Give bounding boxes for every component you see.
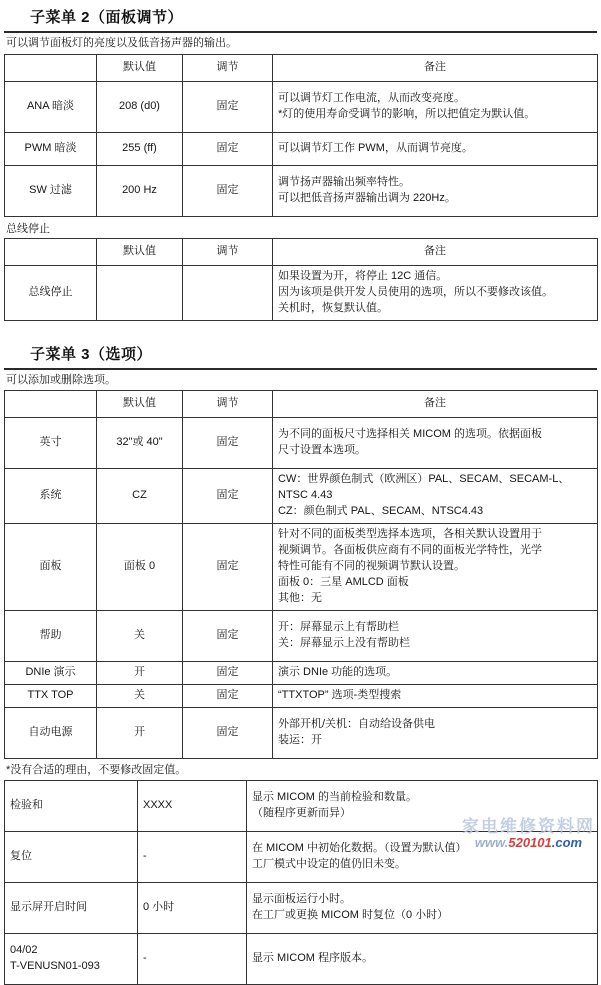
row-remark	[273, 610, 598, 661]
table-row	[5, 707, 598, 758]
section-2-rule	[4, 31, 597, 33]
row-remark	[273, 661, 598, 684]
row-default-value: 关	[97, 610, 183, 661]
remark-line: 在 MICOM 中初始化数据。（设置为默认值）	[252, 841, 467, 854]
row-adjust: 固定	[183, 469, 273, 524]
options-table	[4, 390, 598, 758]
table-row	[5, 933, 598, 984]
remark-line: 尺寸设置本选项。	[278, 444, 366, 457]
row-name: TTX TOP	[5, 684, 97, 707]
table-row	[5, 469, 598, 524]
row-name: ANA 暗淡	[5, 81, 97, 132]
row-name: 英寸	[5, 418, 97, 469]
remark-line: 关：屏幕显示上没有帮助栏	[278, 636, 410, 649]
remark-line: 视频调节。各面板供应商有不同的面板光学特性，光学	[278, 544, 542, 557]
row-default-value: 208 (d0)	[97, 81, 183, 132]
col-header-name	[5, 238, 97, 265]
row-default-value	[97, 265, 183, 320]
bus-stop-table	[4, 238, 598, 321]
row-name: 面板	[5, 524, 97, 611]
row-adjust: 固定	[183, 418, 273, 469]
row-remark	[273, 684, 598, 707]
table-row	[5, 684, 598, 707]
remark-line: 显示 MICOM 程序版本。	[252, 951, 373, 964]
remark-line: “TTXTOP” 选项-类型搜索	[278, 688, 402, 701]
table-row	[5, 265, 598, 320]
row-default-value: -	[138, 831, 247, 882]
section-2-heading: 子菜单 2（面板调节）	[30, 9, 184, 26]
row-remark	[247, 831, 598, 882]
row-adjust: 固定	[183, 684, 273, 707]
table-header-row	[5, 238, 598, 265]
row-remark	[273, 418, 598, 469]
remark-line: 显示 MICOM 的当前检验和数量。	[252, 790, 417, 803]
col-header-adjust: 调节	[183, 238, 273, 265]
table-header-row	[5, 391, 598, 418]
section-spacer	[4, 321, 597, 337]
row-name: 自动电源	[5, 707, 97, 758]
remark-line: 其他：无	[278, 591, 322, 604]
watermark-url-suffix: .com	[551, 835, 583, 850]
remark-line: 可以调节灯工作 PWM，从而调节亮度。	[278, 141, 473, 154]
col-header-default: 默认值	[97, 238, 183, 265]
table-row	[5, 882, 598, 933]
remark-line: 可以调节灯工作电流，从而改变亮度。	[278, 91, 465, 104]
col-header-name	[5, 391, 97, 418]
row-remark	[273, 524, 598, 611]
section-3-lead: 可以添加或删除选项。	[6, 373, 116, 386]
row-name: 帮助	[5, 610, 97, 661]
row-remark	[273, 132, 598, 165]
watermark-site-name: 家电维修资料网	[462, 817, 595, 836]
row-adjust: 固定	[183, 132, 273, 165]
table-row	[5, 418, 598, 469]
remark-line: （随程序更新而异）	[252, 806, 351, 819]
table-row	[5, 610, 598, 661]
watermark-url-number: 520101	[508, 835, 552, 850]
row-default-value: 255 (ff)	[97, 132, 183, 165]
remark-line: 关机时，恢复默认值。	[278, 301, 388, 314]
section-3-rule	[4, 368, 597, 370]
bus-stop-caption: 总线停止	[6, 222, 50, 235]
remark-line: 为不同的面板尺寸选择相关 MICOM 的选项。依据面板	[278, 428, 542, 441]
row-remark	[273, 469, 598, 524]
row-name: SW 过滤	[5, 165, 97, 216]
col-header-adjust: 调节	[183, 54, 273, 81]
remark-line: 演示 DNIe 功能的选项。	[278, 665, 398, 678]
row-adjust: 固定	[183, 524, 273, 611]
col-header-default: 默认值	[97, 391, 183, 418]
row-remark	[247, 780, 598, 831]
table-row	[5, 132, 598, 165]
row-adjust: 固定	[183, 661, 273, 684]
section-2-lead: 可以调节面板灯的亮度以及低音扬声器的输出。	[6, 37, 237, 49]
row-default-value: 32"或 40"	[97, 418, 183, 469]
section-3-footnote: *没有合适的理由，不要修改固定值。	[6, 763, 187, 776]
row-remark	[247, 933, 598, 984]
remark-line: 可以把低音扬声器输出调为 220Hz。	[278, 191, 456, 204]
row-remark	[273, 707, 598, 758]
row-remark	[273, 81, 598, 132]
row-adjust: 固定	[183, 165, 273, 216]
row-remark	[273, 265, 598, 320]
row-default-value: 关	[97, 684, 183, 707]
remark-line: 外部开机/关机：自动给设备供电	[278, 717, 436, 730]
table-row	[5, 165, 598, 216]
row-default-value: 开	[97, 661, 183, 684]
remark-line: 在工厂或更换 MICOM 时复位（0 小时）	[252, 908, 449, 921]
checksum-table	[4, 780, 598, 985]
col-header-adjust: 调节	[183, 391, 273, 418]
table-row	[5, 661, 598, 684]
table-header-row	[5, 54, 598, 81]
row-default-value: CZ	[97, 469, 183, 524]
remark-line: 针对不同的面板类型选择本选项，各相关默认设置用于	[278, 528, 542, 541]
remark-line: 开：屏幕显示上有帮助栏	[278, 620, 399, 633]
remark-line: 装运：开	[278, 733, 322, 746]
remark-line: 如果设置为开，将停止 12C 通信。	[278, 269, 448, 282]
remark-line: 调节扬声器输出频率特性。	[278, 175, 410, 188]
row-name: 显示屏开启时间	[5, 882, 138, 933]
row-name: DNIe 演示	[5, 661, 97, 684]
version-date: 04/02	[10, 943, 38, 956]
remark-line: 因为该项是供开发人员使用的选项，所以不要修改该值。	[278, 285, 553, 298]
row-default-value: 200 Hz	[97, 165, 183, 216]
remark-line: 工厂模式中设定的值仍旧未变。	[252, 857, 406, 870]
row-name: PWM 暗淡	[5, 132, 97, 165]
row-adjust: 固定	[183, 610, 273, 661]
section-3-heading: 子菜单 3（选项）	[30, 345, 153, 363]
remark-line: 显示面板运行小时。	[252, 892, 351, 905]
col-header-default: 默认值	[97, 54, 183, 81]
remark-line: NTSC 4.43	[278, 489, 333, 502]
row-default-value: -	[138, 933, 247, 984]
row-default-value: 开	[97, 707, 183, 758]
remark-line: 面板 0：三星 AMLCD 面板	[278, 575, 409, 588]
table-row	[5, 81, 598, 132]
col-header-name	[5, 54, 97, 81]
table-row	[5, 524, 598, 611]
row-name: 检验和	[5, 780, 138, 831]
row-name	[5, 933, 138, 984]
row-adjust: 固定	[183, 707, 273, 758]
remark-line: *灯的使用寿命受调节的影响，所以把值定为默认值。	[278, 107, 536, 120]
panel-adjust-table	[4, 54, 598, 217]
table-row	[5, 780, 598, 831]
row-remark	[247, 882, 598, 933]
table-row	[5, 831, 598, 882]
col-header-remark: 备注	[273, 238, 598, 265]
row-name: 系统	[5, 469, 97, 524]
remark-line: CZ：颜色制式 PAL、SECAM、NTSC4.43	[278, 505, 484, 518]
col-header-remark: 备注	[273, 54, 598, 81]
row-default-value: 面板 0	[97, 524, 183, 611]
row-adjust: 固定	[183, 81, 273, 132]
row-default-value: XXXX	[138, 780, 247, 831]
version-code: T-VENUSN01-093	[10, 959, 100, 972]
row-adjust	[183, 265, 273, 320]
col-header-remark: 备注	[273, 391, 598, 418]
watermark-url-prefix: www.	[474, 835, 509, 850]
row-remark	[273, 165, 598, 216]
row-default-value: 0 小时	[138, 882, 247, 933]
row-name: 复位	[5, 831, 138, 882]
remark-line: 特性可能有不同的视频调节默认设置。	[278, 560, 465, 572]
remark-line: CW：世界颜色制式（欧洲区）PAL、SECAM、SECAM-L、	[278, 473, 570, 486]
row-name: 总线停止	[5, 265, 97, 320]
